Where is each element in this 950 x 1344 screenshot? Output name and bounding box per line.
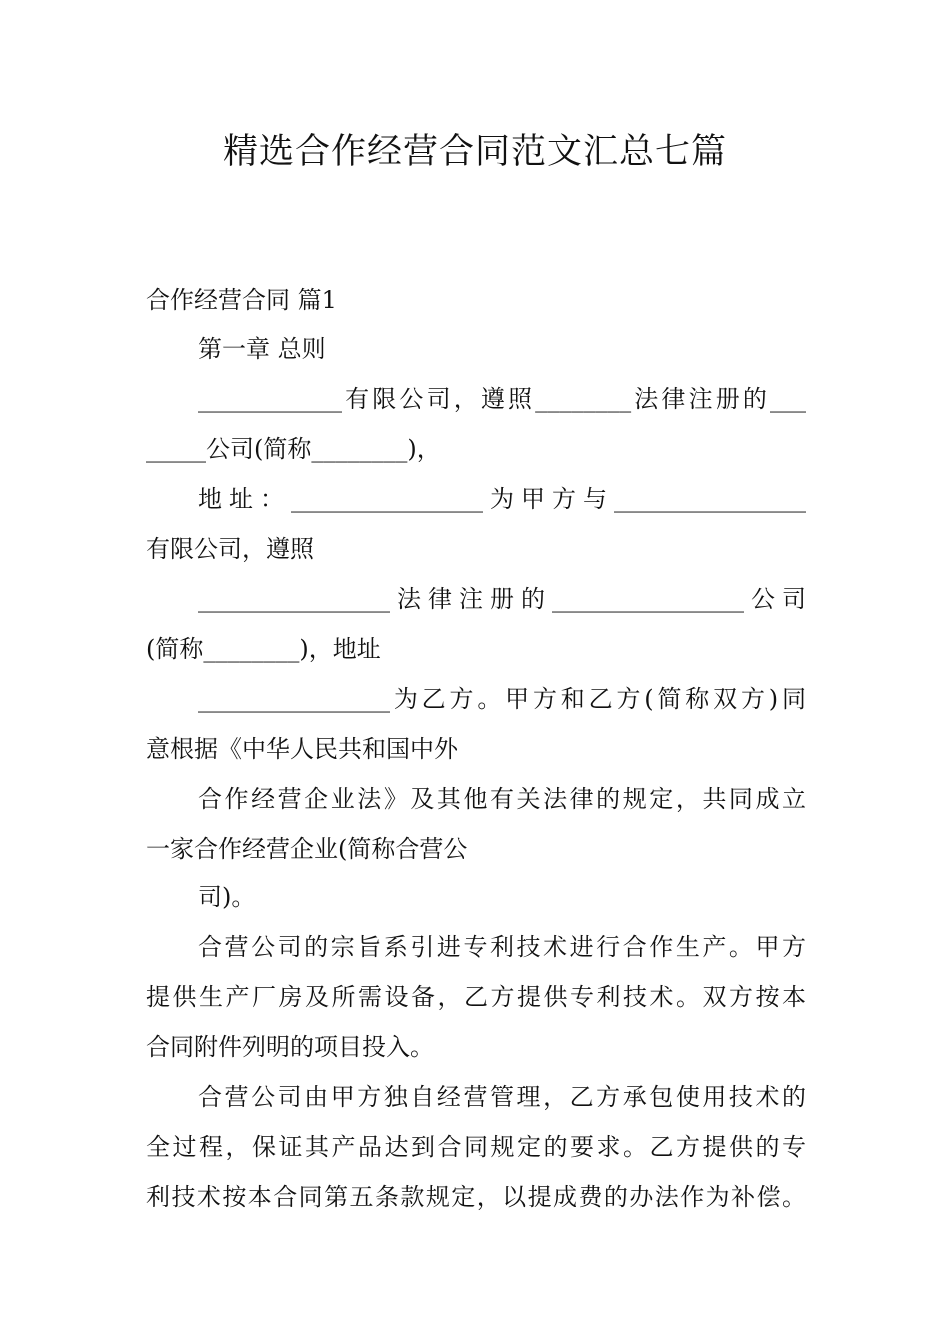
text-line-13: 提供生产厂房及所需设备，乙方提供专利技术。双方按本 [146,983,806,1011]
text-line-2: _____公司(简称________)， [146,435,441,463]
document-title: 精选合作经营合同范文汇总七篇 [222,132,727,172]
section-heading: 合作经营合同 篇1 [146,286,337,314]
text-line-9: 合作经营企业法》及其他有关法律的规定，共同成立 [198,785,806,813]
chapter-heading: 第一章 总则 [198,335,326,363]
text-line-7: ________________为乙方。甲方和乙方(简称双方)同 [198,685,806,713]
text-line-14: 合同附件列明的项目投入。 [146,1033,434,1061]
text-line-16: 全过程，保证其产品达到合同规定的要求。乙方提供的专 [146,1133,806,1161]
text-line-15: 合营公司由甲方独自经营管理，乙方承包使用技术的 [198,1083,806,1111]
text-line-12: 合营公司的宗旨系引进专利技术进行合作生产。甲方 [198,933,806,961]
text-line-17: 利技术按本合同第五条款规定，以提成费的办法作为补偿。 [146,1183,806,1211]
text-line-5: ________________法律注册的________________公司 [198,585,806,613]
text-line-8: 意根据《中华人民共和国中外 [146,735,458,763]
text-line-11: 司)。 [198,883,256,911]
text-line-1: ____________有限公司，遵照________法律注册的___ [198,385,806,413]
text-line-6: (简称________)，地址 [146,635,381,663]
text-line-4: 有限公司，遵照 [146,535,314,563]
text-line-10: 一家合作经营企业(简称合营公 [146,835,468,863]
text-line-3: 地址：________________为甲方与________________ [198,485,806,513]
